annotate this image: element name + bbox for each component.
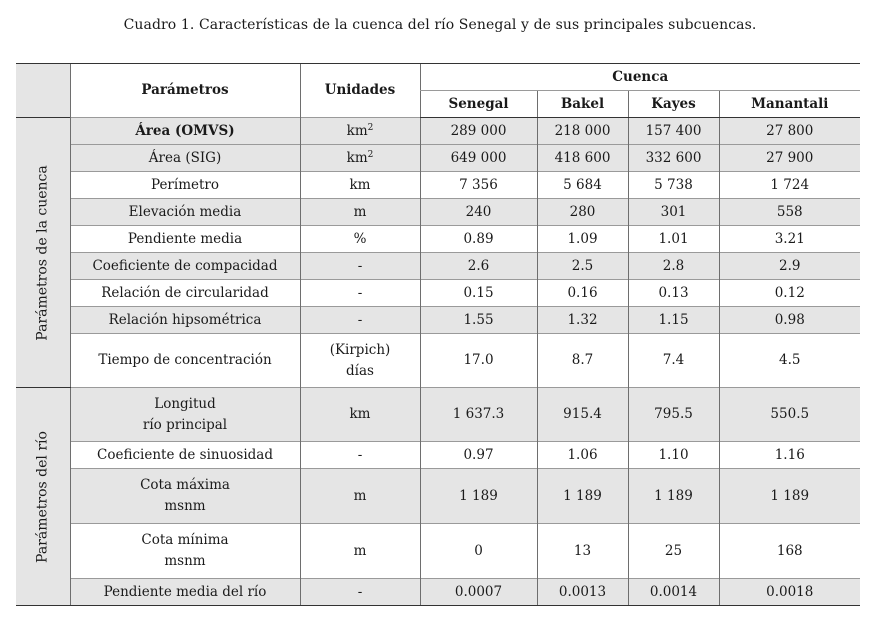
table-row: [16, 253, 860, 280]
table-caption: Cuadro 1. Características de la cuenca del río Senegal y de sus principales subcuencas.: [123, 17, 757, 33]
cell-value: 1 189: [537, 469, 628, 524]
cell-value: 1.55: [420, 307, 537, 334]
cell-value: 27 800: [719, 118, 860, 145]
row-param: Pendiente media del río: [70, 579, 300, 606]
cell-value: 1.10: [628, 442, 719, 469]
row-param: Perímetro: [70, 172, 300, 199]
row-param: Coeficiente de compacidad: [70, 253, 300, 280]
cell-value: 0.0007: [420, 579, 537, 606]
cell-value: 0.97: [420, 442, 537, 469]
table-row: [16, 307, 860, 334]
row-param: Tiempo de concentración: [70, 334, 300, 388]
cell-value: 13: [537, 524, 628, 579]
cell-value: 25: [628, 524, 719, 579]
cell-value: 0.0013: [537, 579, 628, 606]
row-unit: -: [300, 579, 420, 606]
cell-value: 1 189: [420, 469, 537, 524]
row-param: Pendiente media: [70, 226, 300, 253]
cell-value: 795.5: [628, 388, 719, 442]
row-param: Longitud río principal: [70, 388, 300, 442]
row-param: Cota máxima msnm: [70, 469, 300, 524]
cell-value: 1 189: [628, 469, 719, 524]
cell-value: 0.0014: [628, 579, 719, 606]
table-row: [16, 199, 860, 226]
group-label-rio: Parámetros del río: [16, 388, 70, 606]
cell-value: 168: [719, 524, 860, 579]
cell-value: 0.13: [628, 280, 719, 307]
table-row: [16, 524, 860, 579]
cell-value: 0.98: [719, 307, 860, 334]
cell-value: 5 684: [537, 172, 628, 199]
table-row: [16, 118, 860, 145]
col-bakel: Bakel: [537, 91, 628, 118]
header-parametros: Parámetros: [70, 64, 300, 118]
row-param: Cota mínima msnm: [70, 524, 300, 579]
row-param: Relación hipsométrica: [70, 307, 300, 334]
cell-value: 1.09: [537, 226, 628, 253]
cell-value: 0.12: [719, 280, 860, 307]
cell-value: 301: [628, 199, 719, 226]
col-kayes: Kayes: [628, 91, 719, 118]
cell-value: 0: [420, 524, 537, 579]
row-unit: $km^2$: [300, 118, 420, 145]
cell-value: 218 000: [537, 118, 628, 145]
row-unit: m: [300, 469, 420, 524]
row-unit: km: [300, 172, 420, 199]
cell-value: 1.01: [628, 226, 719, 253]
table-row: [16, 280, 860, 307]
cell-value: 0.16: [537, 280, 628, 307]
cell-value: 915.4: [537, 388, 628, 442]
row-unit: (Kirpich) días: [300, 334, 420, 388]
cell-value: 1.06: [537, 442, 628, 469]
row-unit: m: [300, 199, 420, 226]
cell-value: 1.32: [537, 307, 628, 334]
row-unit: -: [300, 253, 420, 280]
cell-value: 1 724: [719, 172, 860, 199]
cell-value: 332 600: [628, 145, 719, 172]
cell-value: 7 356: [420, 172, 537, 199]
cell-value: 280: [537, 199, 628, 226]
cell-value: 2.8: [628, 253, 719, 280]
cell-value: 558: [719, 199, 860, 226]
table-row: [16, 469, 860, 524]
table-row: [16, 226, 860, 253]
col-manantali: Manantali: [719, 91, 860, 118]
row-unit: -: [300, 442, 420, 469]
cell-value: 418 600: [537, 145, 628, 172]
cell-value: 1.16: [719, 442, 860, 469]
cell-value: 649 000: [420, 145, 537, 172]
row-unit: m: [300, 524, 420, 579]
table-row: [16, 145, 860, 172]
cell-value: 5 738: [628, 172, 719, 199]
cell-value: 240: [420, 199, 537, 226]
header-unidades: Unidades: [300, 64, 420, 118]
header-corner: [16, 64, 70, 118]
row-param: Área (OMVS): [70, 118, 300, 145]
cell-value: 27 900: [719, 145, 860, 172]
cell-value: 8.7: [537, 334, 628, 388]
cell-value: 2.9: [719, 253, 860, 280]
row-param: Elevación media: [70, 199, 300, 226]
table-row: [16, 442, 860, 469]
cell-value: 0.15: [420, 280, 537, 307]
cell-value: 1 189: [719, 469, 860, 524]
cell-value: 1.15: [628, 307, 719, 334]
cell-value: 0.0018: [719, 579, 860, 606]
col-senegal: Senegal: [420, 91, 537, 118]
cell-value: 157 400: [628, 118, 719, 145]
cell-value: 0.89: [420, 226, 537, 253]
row-unit: %: [300, 226, 420, 253]
header-cuenca: Cuenca: [420, 64, 860, 91]
table-row: [16, 334, 860, 388]
group-label-cuenca: Parámetros de la cuenca: [16, 118, 70, 388]
row-param: Relación de circularidad: [70, 280, 300, 307]
cell-value: 289 000: [420, 118, 537, 145]
row-param: Coeficiente de sinuosidad: [70, 442, 300, 469]
cell-value: 7.4: [628, 334, 719, 388]
cell-value: 2.5: [537, 253, 628, 280]
table-row: [16, 579, 860, 606]
cell-value: 4.5: [719, 334, 860, 388]
cell-value: 2.6: [420, 253, 537, 280]
cell-value: 17.0: [420, 334, 537, 388]
data-table: [16, 63, 860, 606]
table-row: [16, 172, 860, 199]
cell-value: 3.21: [719, 226, 860, 253]
table-row: [16, 388, 860, 442]
cell-value: 550.5: [719, 388, 860, 442]
cell-value: 1 637.3: [420, 388, 537, 442]
row-param: Área (SIG): [70, 145, 300, 172]
row-unit: -: [300, 307, 420, 334]
row-unit: km: [300, 388, 420, 442]
row-unit: $km^2$: [300, 145, 420, 172]
row-unit: -: [300, 280, 420, 307]
